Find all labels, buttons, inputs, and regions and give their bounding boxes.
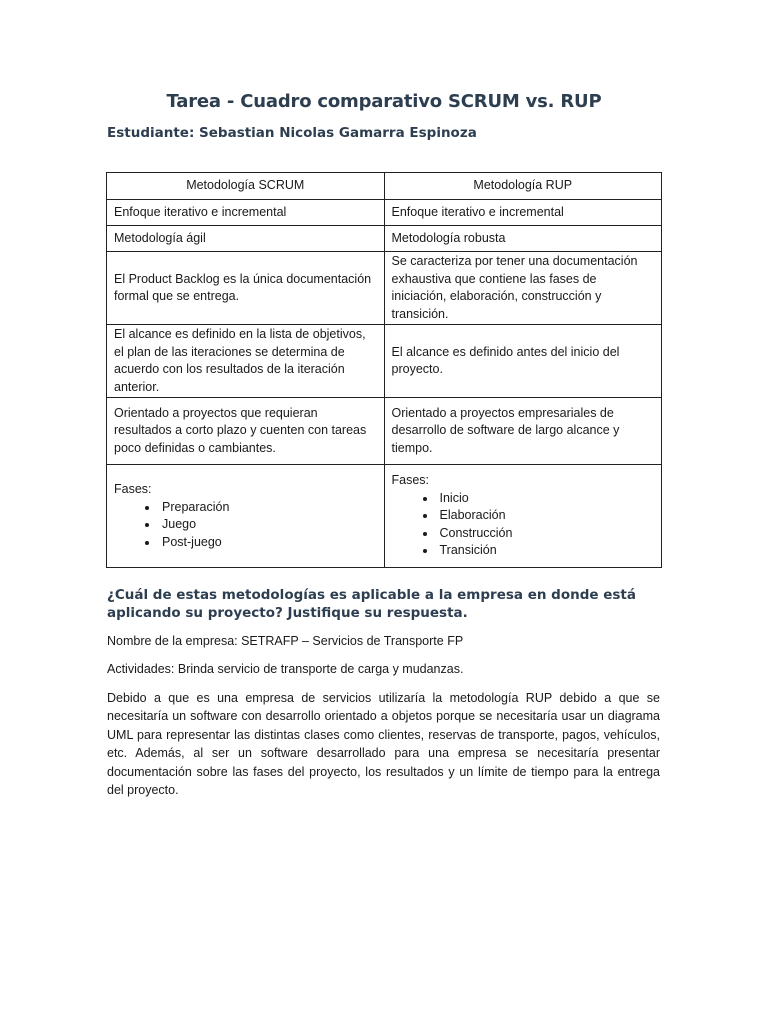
table-row — [107, 325, 662, 398]
comparison-table — [106, 172, 662, 568]
list-item: • Inicio — [437, 490, 655, 508]
rup-cell: Enfoque iterativo e incremental — [384, 200, 662, 226]
list-item: • Post-juego — [159, 534, 377, 552]
header-rup: Metodología RUP — [384, 173, 662, 200]
scrum-phases-list — [114, 499, 377, 552]
scrum-phases-label: Fases: — [114, 482, 152, 496]
company-name-line: Nombre de la empresa: SETRAFP – Servicios de Transporte FP — [107, 634, 464, 648]
scrum-cell: Enfoque iterativo e incremental — [107, 200, 385, 226]
table-row — [107, 226, 662, 252]
list-item: • Construcción — [437, 525, 655, 543]
list-item: • Elaboración — [437, 507, 655, 525]
rup-cell: Metodología robusta — [384, 226, 662, 252]
activities-line: Actividades: Brinda servicio de transporte de carga y mudanzas. — [107, 662, 464, 676]
rup-cell: Orientado a proyectos empresariales de desarrollo de software de largo alcance y tiempo. — [384, 398, 662, 465]
table-row-phases — [107, 465, 662, 568]
scrum-cell: El alcance es definido en la lista de objetivos, el plan de las iteraciones se determina de acuerdo con los resultados de la iteración anterior. — [107, 325, 385, 398]
scrum-cell: Metodología ágil — [107, 226, 385, 252]
scrum-cell: El Product Backlog es la única documentación formal que se entrega. — [107, 252, 385, 325]
list-item: • Preparación — [159, 499, 377, 517]
table-row — [107, 398, 662, 465]
rup-phases-label: Fases: — [391, 473, 430, 488]
table-header-row — [107, 173, 662, 200]
rup-phases-list — [392, 490, 655, 560]
scrum-cell: Orientado a proyectos que requieran resultados a corto plazo y cuenten con tareas poco definidas o cambiantes. — [107, 398, 385, 465]
scrum-phases-cell — [107, 465, 385, 568]
question-heading: ¿Cuál de estas metodologías es aplicable a la empresa en donde está aplicando su proyecto? Justifique su respuesta. — [107, 587, 636, 621]
rup-cell: Se caracteriza por tener una documentación exhaustiva que contiene las fases de iniciación, elaboración, construcción y transición. — [384, 252, 662, 325]
table-row — [107, 252, 662, 325]
answer-paragraph: Debido a que es una empresa de servicios utilizaría la metodología RUP debido a que se necesitaría un software con desarrollo orientado a objetos porque se necesitaría usar un diagrama UML para representar las distintas clases como clientes, reservas de transporte, pagos, vehículos, etc. Además, al ser un software desarrollado para una empresa se necesitaría presentar documentación sobre las fases del proyecto, los resultados y un límite de tiempo para la entrega del proyecto. — [107, 691, 660, 798]
rup-cell: El alcance es definido antes del inicio del proyecto. — [384, 325, 662, 398]
document-title: Tarea - Cuadro comparativo SCRUM vs. RUP — [166, 91, 602, 112]
header-scrum: Metodología SCRUM — [107, 173, 385, 200]
list-item: • Juego — [159, 516, 377, 534]
list-item: • Transición — [437, 542, 655, 560]
rup-phases-cell — [384, 465, 662, 568]
student-name: Estudiante: Sebastian Nicolas Gamarra Espinoza — [107, 125, 477, 141]
table-row — [107, 200, 662, 226]
